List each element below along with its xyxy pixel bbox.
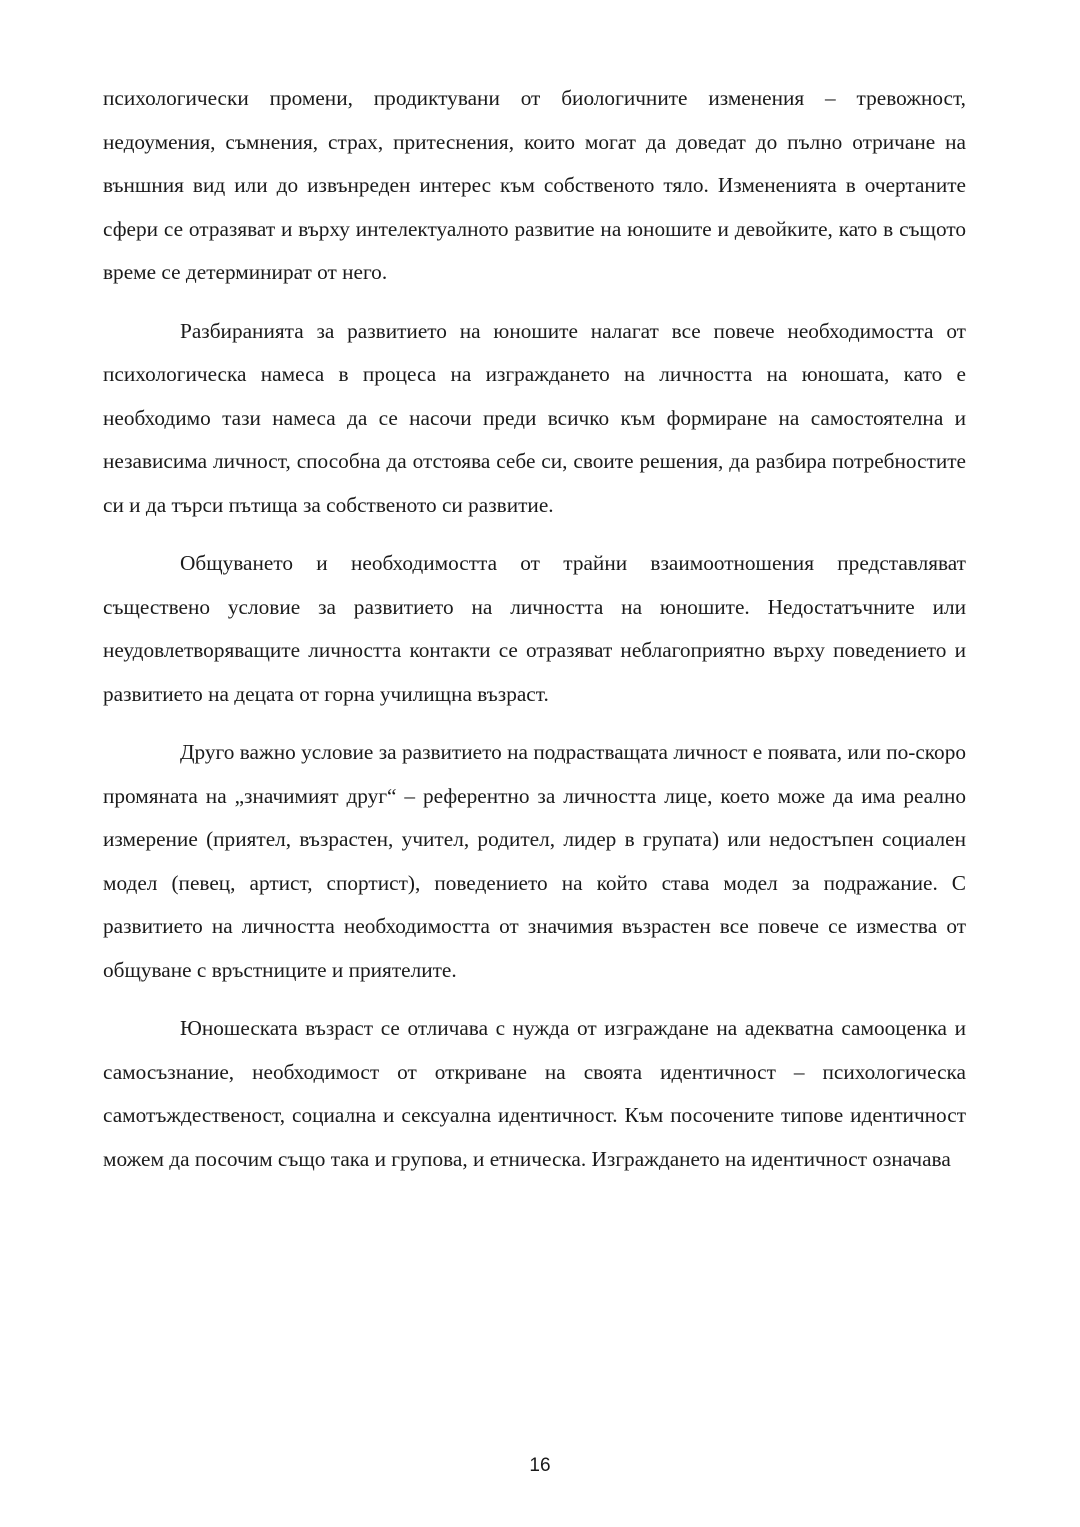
paragraph-2: Разбиранията за развитието на юношите налагат все повече необходимостта от психологическа намеса в процеса на изграждането на личността на юношата, като е необходимо тази намеса да се насочи преди всичко към формиране на самостоятелна и независима личност, способна да отстоява себе си, своите решения, да разбира потребностите си и да търси пътища за собственото си развитие. [103, 318, 966, 517]
paragraph-4: Друго важно условие за развитието на подрастващата личност е появата, или по-скоро промяната на „значимият друг“ – референтно за личността лице, което може да има реално измерение (приятел, възрастен, учител, родител, лидер в групата) или недостъпен социален модел (певец, артист, спортист), поведението на който става модел за подражание. С развитието на личността необходимостта от значимия възрастен все повече се измества от общуване с връстниците и приятелите. [103, 740, 966, 983]
page-number: 16 [529, 1455, 551, 1476]
paragraph-1: психологически промени, продиктувани от биологичните изменения – тревожност, недоумения, съмнения, страх, притеснения, които могат да доведат до пълно отричане на външния вид или до извънреден интерес към собственото тяло. Измененията в очертаните сфери се отразяват и върху интелектуалното развитие на юношите и девойките, като в същото време се детерминират от него. [103, 86, 966, 285]
paragraph-3: Общуването и необходимостта от трайни взаимоотношения представляват съществено условие за развитието на личността на юношите. Недостатъчните или неудовлетворяващите личността контакти се отразяват неблагоприятно върху поведението и развитието на децата от горна училищна възраст. [103, 551, 966, 706]
paragraph-5: Юношеската възраст се отличава с нужда от изграждане на адекватна самооценка и самосъзнание, необходимост от откриване на своята идентичност – психологическа самотъждественост, социална и сексуална идентичност. Към посочените типове идентичност можем да посочим също така и групова, и етническа. Изграждането на идентичност означава [103, 1016, 966, 1172]
body-text [103, 77, 966, 1196]
